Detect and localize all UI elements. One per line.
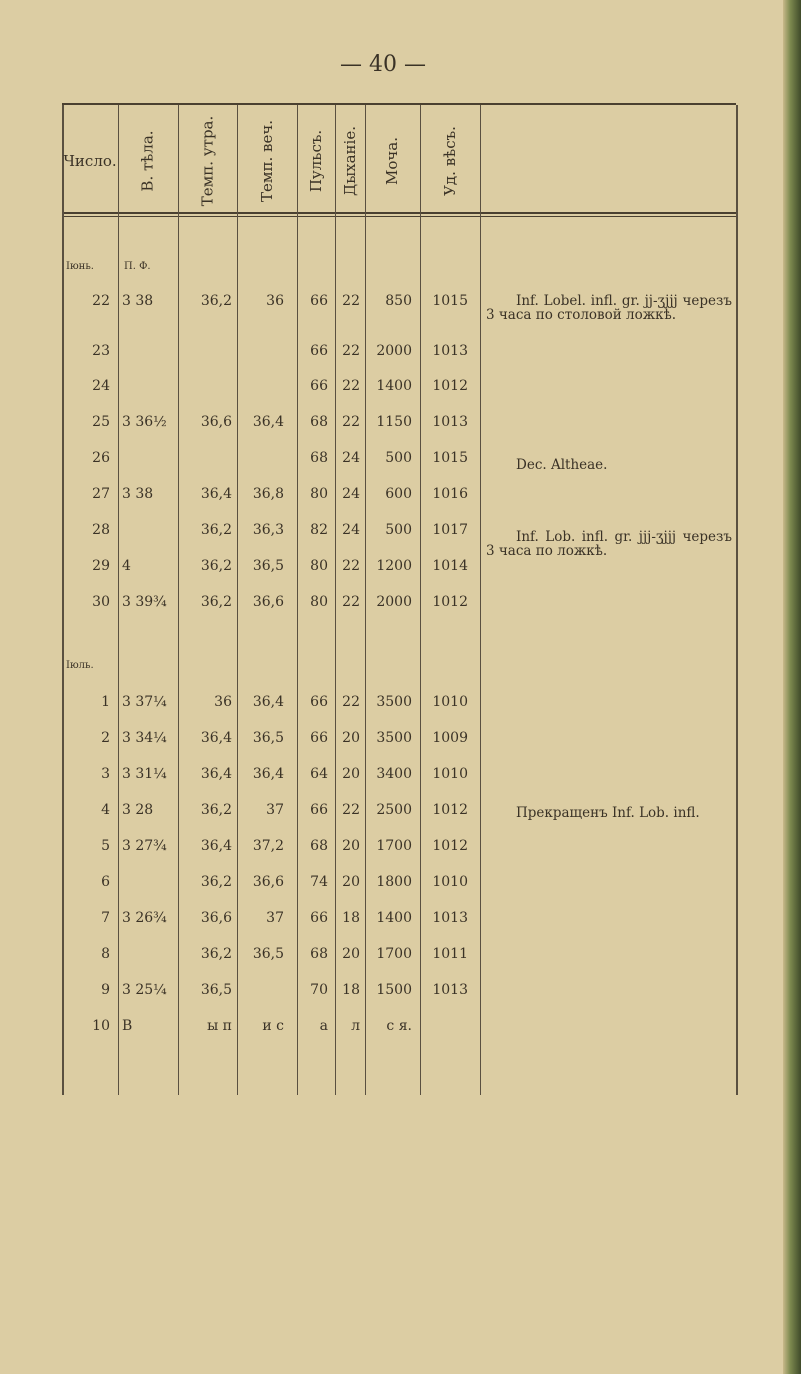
table-cell: 36,4 <box>200 486 232 502</box>
table-cell: 500 <box>385 522 412 538</box>
table-cell: 24 <box>342 522 360 538</box>
table-cell: 1500 <box>376 982 412 998</box>
column-header-label: Дыханіе. <box>341 126 360 196</box>
table-cell: 1011 <box>432 946 468 962</box>
column-header-label: В. тѣла. <box>139 130 157 192</box>
table-cell: 20 <box>342 946 360 962</box>
table-top-rule <box>62 103 736 105</box>
column-divider <box>237 105 238 1095</box>
table-cell: 2000 <box>376 594 412 610</box>
table-cell: 36 <box>214 694 232 710</box>
table-cell: 82 <box>310 522 328 538</box>
column-header <box>420 112 480 210</box>
table-cell: 36,4 <box>200 838 232 854</box>
column-header <box>297 112 335 210</box>
table-cell: 1150 <box>376 414 412 430</box>
table-cell: 68 <box>310 414 328 430</box>
table-cell: 36,2 <box>200 558 232 574</box>
table-cell: 22 <box>342 594 360 610</box>
column-divider <box>118 105 119 1095</box>
table-cell: 1013 <box>432 910 468 926</box>
table-cell: 3 27¾ <box>122 838 167 854</box>
table-cell: 74 <box>310 874 328 890</box>
table-cell: 3 36½ <box>122 414 167 430</box>
table-cell: 3400 <box>376 766 412 782</box>
table-cell: 3 38 <box>122 293 154 309</box>
table-cell: а <box>319 1018 328 1034</box>
table-cell: 1012 <box>432 594 468 610</box>
table-cell: 1700 <box>376 946 412 962</box>
table-cell: 1015 <box>432 293 468 309</box>
table-cell: 3 25¼ <box>122 982 167 998</box>
table-cell: 22 <box>92 293 110 309</box>
table-cell: 7 <box>101 910 110 926</box>
month-july: Іюль. <box>66 660 94 671</box>
table-cell: 1009 <box>432 730 468 746</box>
table-cell: 80 <box>310 594 328 610</box>
column-header <box>335 112 365 210</box>
table-cell: 4 <box>101 802 110 818</box>
table-cell: 36,3 <box>252 522 284 538</box>
table-cell: 24 <box>92 378 110 394</box>
column-header-label: Число. <box>63 152 117 170</box>
table-cell: 4 <box>122 558 131 574</box>
table-cell: 1 <box>101 694 110 710</box>
column-header <box>178 112 237 210</box>
table-cell: 37 <box>266 910 284 926</box>
note-treatment-4: Прекращенъ Inf. Lob. infl. <box>516 805 700 821</box>
body-weight-subheader: П. Ф. <box>124 261 151 272</box>
table-cell: 36,5 <box>252 946 284 962</box>
table-cell: 20 <box>342 838 360 854</box>
table-cell: 80 <box>310 486 328 502</box>
table-cell: 1400 <box>376 378 412 394</box>
table-cell: 64 <box>310 766 328 782</box>
table-cell: с я. <box>386 1018 412 1034</box>
table-cell: 22 <box>342 802 360 818</box>
table-cell: 3500 <box>376 694 412 710</box>
table-cell: 1012 <box>432 838 468 854</box>
table-cell: 66 <box>310 802 328 818</box>
column-divider <box>365 105 366 1095</box>
column-header-label: Моча. <box>383 136 402 186</box>
note-treatment-1: Inf. Lobel. infl. gr. jj-ʒjjj черезъ 3 часа по столовой ложкѣ. <box>486 293 732 323</box>
page-edge <box>783 0 801 1374</box>
table-cell: 3 <box>101 766 110 782</box>
table-cell: 36,4 <box>200 730 232 746</box>
table-cell: 3 34¼ <box>122 730 167 746</box>
table-cell: 70 <box>310 982 328 998</box>
table-cell: 1012 <box>432 802 468 818</box>
table-cell: 36,2 <box>200 293 232 309</box>
table-cell: 66 <box>310 730 328 746</box>
table-cell: 68 <box>310 838 328 854</box>
table-cell: 2500 <box>376 802 412 818</box>
column-header <box>118 112 178 210</box>
table-cell: 36,4 <box>252 766 284 782</box>
table-cell: 5 <box>101 838 110 854</box>
column-divider <box>420 105 421 1095</box>
column-divider <box>736 105 738 1095</box>
table-cell: 22 <box>342 558 360 574</box>
table-cell: 28 <box>92 522 110 538</box>
table-cell: 36,2 <box>200 802 232 818</box>
table-cell: 1010 <box>432 766 468 782</box>
table-cell: 36,2 <box>200 594 232 610</box>
table-cell: 36,4 <box>252 414 284 430</box>
table-cell: 8 <box>101 946 110 962</box>
table-cell: 25 <box>92 414 110 430</box>
table-cell: 3 37¼ <box>122 694 167 710</box>
table-cell: 26 <box>92 450 110 466</box>
table-cell: 36,8 <box>252 486 284 502</box>
table-cell: 36,6 <box>252 874 284 890</box>
table-cell: 22 <box>342 414 360 430</box>
table-cell: 24 <box>342 486 360 502</box>
page-number: — 40 — <box>340 52 426 77</box>
table-cell: 36,5 <box>252 558 284 574</box>
table-cell: 1012 <box>432 378 468 394</box>
table-cell: 22 <box>342 343 360 359</box>
table-cell: 66 <box>310 293 328 309</box>
column-header <box>62 112 118 210</box>
table-cell: В <box>122 1018 133 1034</box>
table-cell: ы п <box>207 1018 232 1034</box>
column-divider <box>178 105 179 1095</box>
table-cell: 36,4 <box>252 694 284 710</box>
table-cell: 3 26¾ <box>122 910 167 926</box>
note-treatment-2: Dec. Altheae. <box>516 457 608 473</box>
table-cell: 1014 <box>432 558 468 574</box>
table-cell: 1700 <box>376 838 412 854</box>
table-cell: 1013 <box>432 343 468 359</box>
table-cell: 1013 <box>432 982 468 998</box>
table-cell: 1010 <box>432 874 468 890</box>
table-cell: 22 <box>342 694 360 710</box>
table-cell: 10 <box>92 1018 110 1034</box>
table-cell: 2 <box>101 730 110 746</box>
table-cell: 1400 <box>376 910 412 926</box>
table-cell: 1015 <box>432 450 468 466</box>
table-cell: 36,2 <box>200 522 232 538</box>
table-cell: 3 28 <box>122 802 154 818</box>
table-cell: 66 <box>310 378 328 394</box>
table-cell: 6 <box>101 874 110 890</box>
table-cell: 66 <box>310 343 328 359</box>
table-cell: 68 <box>310 450 328 466</box>
table-cell: 66 <box>310 910 328 926</box>
table-cell: 9 <box>101 982 110 998</box>
table-cell: 500 <box>385 450 412 466</box>
table-cell: 80 <box>310 558 328 574</box>
table-cell: 68 <box>310 946 328 962</box>
column-divider <box>480 105 481 1095</box>
column-header-label: Уд. вѣсъ. <box>441 126 460 196</box>
table-cell: 20 <box>342 766 360 782</box>
header-rule-2 <box>62 216 736 217</box>
table-cell: 3500 <box>376 730 412 746</box>
column-header <box>365 112 420 210</box>
table-cell: 1800 <box>376 874 412 890</box>
table-cell: 22 <box>342 293 360 309</box>
table-cell: 20 <box>342 874 360 890</box>
table-cell: 36,6 <box>200 414 232 430</box>
column-header <box>237 112 297 210</box>
table-cell: 37,2 <box>252 838 284 854</box>
column-divider <box>297 105 298 1095</box>
table-cell: 600 <box>385 486 412 502</box>
month-june: Іюнь. <box>66 261 94 272</box>
table-cell: 1017 <box>432 522 468 538</box>
table-cell: 20 <box>342 730 360 746</box>
table-cell: 3 38 <box>122 486 154 502</box>
table-cell: 22 <box>342 378 360 394</box>
note-treatment-3: Inf. Lob. infl. gr. jjj-ʒjjj черезъ 3 часа по ложкѣ. <box>486 529 732 559</box>
table-cell: 1016 <box>432 486 468 502</box>
column-divider <box>335 105 336 1095</box>
table-cell: и с <box>262 1018 284 1034</box>
table-cell: 1010 <box>432 694 468 710</box>
table-cell: 36,5 <box>200 982 232 998</box>
table-cell: 36,5 <box>252 730 284 746</box>
table-cell: 24 <box>342 450 360 466</box>
column-header-label: Пульсъ. <box>307 129 326 193</box>
table-cell: 36 <box>266 293 284 309</box>
table-cell: 36,6 <box>252 594 284 610</box>
column-header-label: Темп. утра. <box>198 115 217 207</box>
table-cell: 18 <box>342 982 360 998</box>
table-cell: 2000 <box>376 343 412 359</box>
table-cell: 37 <box>266 802 284 818</box>
table-cell: 36,4 <box>200 766 232 782</box>
table-cell: 27 <box>92 486 110 502</box>
table-cell: 23 <box>92 343 110 359</box>
table-cell: 1200 <box>376 558 412 574</box>
header-rule <box>62 212 736 214</box>
table-cell: л <box>351 1018 360 1034</box>
table-cell: 18 <box>342 910 360 926</box>
table-cell: 66 <box>310 694 328 710</box>
column-header-label: Темп. веч. <box>258 119 276 203</box>
table-cell: 29 <box>92 558 110 574</box>
table-cell: 36,2 <box>200 874 232 890</box>
table-cell: 3 39¾ <box>122 594 167 610</box>
table-cell: 1013 <box>432 414 468 430</box>
table-cell: 36,2 <box>200 946 232 962</box>
table-cell: 3 31¼ <box>122 766 167 782</box>
column-divider <box>62 105 64 1095</box>
table-cell: 30 <box>92 594 110 610</box>
table-cell: 36,6 <box>200 910 232 926</box>
table-cell: 850 <box>385 293 412 309</box>
